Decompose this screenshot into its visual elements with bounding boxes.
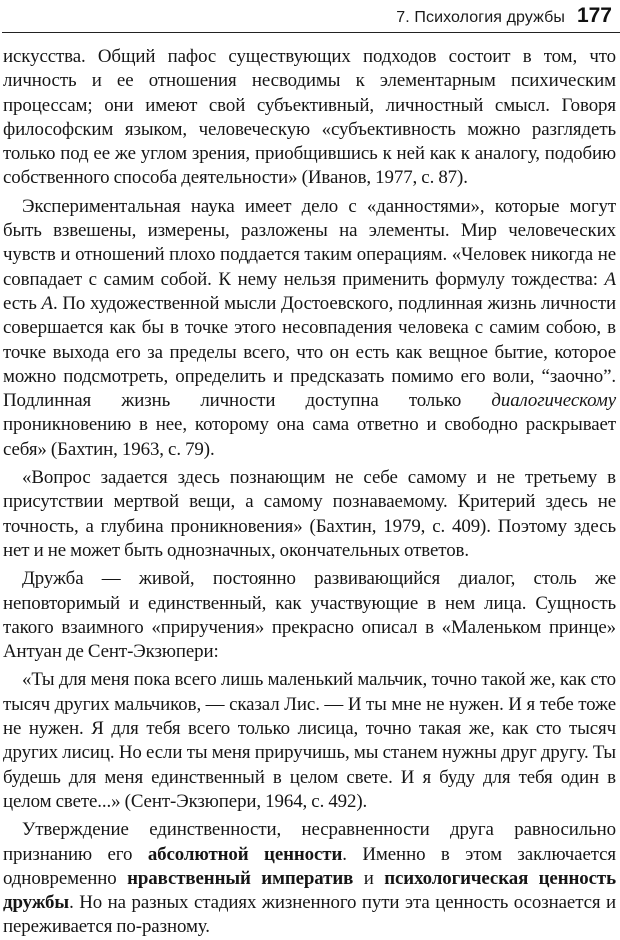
italic-text: А (41, 292, 53, 314)
chapter-title: 7. Психология дружбы (396, 9, 565, 26)
text-run: и (353, 867, 385, 889)
text-run: Утверждение единственности, несравненности друга равносильно признанию его (3, 819, 616, 865)
bold-text: психологическая ценность дружбы (3, 867, 616, 914)
text-run: Экспериментальная наука имеет дело с «данностями», которые могут быть взвешены, измерены, разложены на элементы. Мир человеческих чувств и отношений плохо поддается таким операциям. «Человек никогда не совпадает с самим собой. К нему нельзя применить формулу тождества: (3, 195, 616, 290)
paragraph (3, 466, 616, 563)
paragraph (3, 567, 616, 664)
text-run: . Но на разных стадиях жизненного пути эта ценность осознается и переживается по-разному. (3, 892, 616, 938)
text-run: Дружба — живой, постоянно развивающийся диалог, столь же неповторимый и единственный, как участвующие в нем лица. Сущность такого взаимного «приручения» прекрасно описал в «Маленьком принце» Антуан де Сент-Экзюпери: (3, 568, 616, 663)
body-text (3, 45, 616, 940)
italic-text: А (604, 268, 616, 290)
text-run: искусства. Общий пафос существующих подходов состоит в том, что личность и ее отношения несводимы к элементарным психическим процессам; они имеют свой субъективный, личностный смысл. Говоря философским языком, человеческую «субъективность можно разглядеть только под ее же углом зрения, приобщившись к ней как к аналогу, подобию собственного способа деятельности» (Иванов, 1977, с. 87). (3, 46, 616, 189)
paragraph (3, 818, 616, 939)
running-head (0, 4, 612, 30)
paragraph (3, 668, 616, 814)
page-number: 177 (576, 4, 612, 27)
bold-text: абсолютной ценности (147, 843, 343, 865)
bold-text: нравственный императив (127, 867, 354, 889)
header-rule (2, 32, 620, 33)
paragraph (3, 195, 616, 462)
paragraph (3, 45, 616, 191)
text-run: . По художественной мысли Достоевского, подлинная жизнь личности совершается как бы в точке этого несовпадения человека с самим собою, в точке выхода его за пределы всего, что он есть как вещное бытие, которое можно подсмотреть, определить и предсказать помимо его воли, “заочно”. Подлинная жизнь личности доступна только (3, 292, 616, 412)
text-run: «Вопрос задается здесь познающим не себе самому и не третьему в присутствии мертвой вещи, а самому познаваемому. Критерий здесь не точность, а глубина проникновения» (Бахтин, 1979, с. 409). Поэтому здесь нет и не может быть однозначных, окончательных ответов. (3, 467, 616, 561)
text-run: . Именно в этом заключается одновременно (3, 843, 616, 889)
text-run: «Ты для меня пока всего лишь маленький мальчик, точно такой же, как сто тысяч других мальчиков, — сказал Лис. — И ты мне не нужен. И я тебе тоже не нужен. Я для тебя всего только лисица, точно такая же, как сто тысяч других лисиц. Но если ты меня приручишь, мы станем нужны друг другу. Ты будешь для меня единственный в целом свете. И я буду для тебя один в целом свете...» (Сент-Экзюпери, 1964, с. 492). (3, 669, 616, 812)
text-run: проникновению в нее, которому она сама ответно и свободно раскрывает себя» (Бахтин, 1963, с. 79). (3, 414, 616, 460)
text-run: есть (3, 292, 42, 314)
italic-text: диалогическому (491, 390, 616, 412)
